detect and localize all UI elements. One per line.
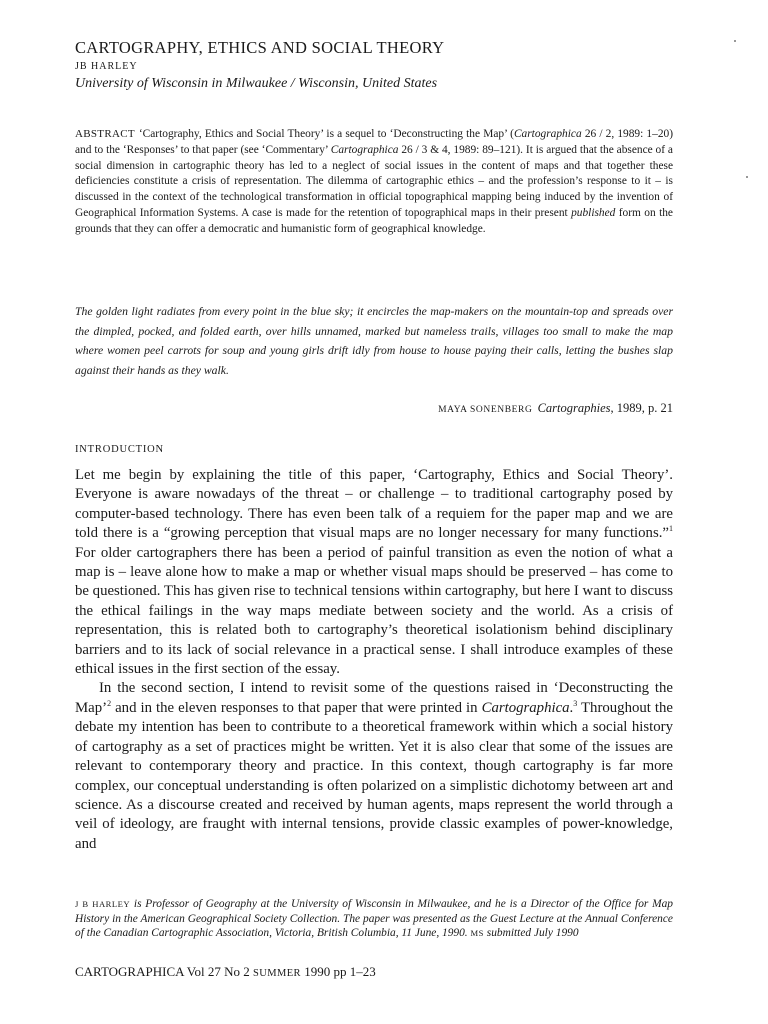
abstract-journal: Cartographica	[330, 143, 399, 156]
footnote-author: J B HARLEY	[75, 899, 131, 909]
footnote-text: is Professor of Geography at the University of Wisconsin in Milwaukee, and he is a Director of the Office for Map History in the American Geographical Society Collection. The paper was presented as the Guest Lecture at the Annual Conference of the Canadian Cartographic Association, Victoria, British Columbia, 11 June, 1990.	[75, 898, 673, 940]
epigraph-author: MAYA SONENBERG	[438, 405, 533, 415]
footnote-ref: 2	[107, 698, 112, 708]
footnote-submitted: submitted July 1990	[483, 927, 579, 940]
abstract-heading: ABSTRACT	[75, 128, 135, 140]
abstract-journal: Cartographica	[513, 128, 582, 140]
abstract-text: 26 / 2, 1989: 1–20) and to the ‘Responses’ to that paper (see ‘Commentary’	[75, 128, 673, 156]
footnote-ref: 3	[573, 698, 578, 708]
author-name: JB HARLEY	[75, 61, 138, 72]
scan-speck	[734, 40, 736, 42]
journal-line	[75, 964, 376, 980]
journal-name: CARTOGRAPHICA Vol 27 No 2	[75, 964, 254, 979]
epigraph-work: Cartographies	[537, 401, 611, 415]
body-text-run: and in the eleven responses to that paper that were printed in	[111, 699, 482, 716]
abstract-text: form on the grounds that they can offer a democratic and humanistic form of geographical knowledge.	[75, 206, 673, 235]
journal-season: SUMMER	[253, 968, 301, 979]
epigraph-citation: , 1989, p. 21	[610, 401, 673, 415]
body-text-run: For older cartographers there has been a period of painful transition as even the notion of what a map is – leave alone how to make a map or whether visual maps should be preserved – has come to be questioned. This has given rise to technical tensions within cartography, but here I want to discuss the ethical failings in the way maps mediate between society and the world. As a crisis of representation, this is related both to cartography’s theoretical isolationism behind disciplinary barriers and to its lack of social relevance in a practical sense. I shall introduce examples of these ethical issues in the first section of the essay.	[75, 544, 673, 678]
section-heading: INTRODUCTION	[75, 444, 164, 455]
abstract	[75, 127, 673, 238]
body-paragraph	[75, 466, 673, 679]
author-footnote	[75, 897, 673, 941]
body-text	[75, 466, 673, 854]
scan-speck	[746, 176, 748, 178]
body-text-run: .	[569, 699, 574, 716]
body-text-run: In the second section, I intend to revisit some of the questions raised in ‘Deconstructing the Map’	[75, 680, 673, 716]
body-text-run: Throughout the debate my intention has been to contribute to a theoretical framework within which a social history of cartography as a set of practices might be written. Yet it is also clear that some of the issues are relevant to contemporary theory and practice. In this context, though cartography is far more complex, our conceptual understanding is often polarized on a simplistic dichotomy between art and science. As a discourse created and received by human agents, maps represent the world through a veil of ideology, are fraught with internal tensions, provide classic examples of power-knowledge, and	[75, 699, 674, 852]
abstract-text: 26 / 3 & 4, 1989: 89–121). It is argued that the absence of a social dimension in cartographic theory has led to a neglect of social issues in the content of maps and that together these deficiencies constitute a crisis of representation. The dilemma of cartographic ethics – and the profession’s response to it – is discussed in the context of the technological transformation in official topographical mapping being induced by the invention of Geographical Information Systems. A case is made for the retention of topographical maps in their present	[75, 143, 673, 219]
epigraph-attribution	[438, 401, 673, 416]
epigraph-quote: The golden light radiates from every point in the blue sky; it encircles the map-makers on the mountain-top and spreads over the dimpled, pocked, and folded earth, over hills unnamed, marked but nameless trails, villages too small to make the map where women peel carrots for soup and young girls drift idly from house to house paying their calls, letting the bushes slap against their hands as they walk.	[75, 305, 673, 377]
author-affiliation: University of Wisconsin in Milwaukee / Wisconsin, United States	[75, 76, 438, 91]
body-journal: Cartographica	[481, 699, 570, 716]
journal-pages: 1990 pp 1–23	[300, 964, 376, 979]
footnote-ref: 1	[669, 524, 673, 534]
body-text-run: Let me begin by explaining the title of this paper, ‘Cartography, Ethics and Social Theory’. Everyone is aware nowadays of the threat – or challenge – to traditional cartography posed by computer-based technology. There has even been talk of a requiem for the paper map and we are told there is a “growing perception that visual maps are no longer necessary for many functions.”	[75, 467, 673, 542]
footnote-ms: MS	[470, 928, 484, 939]
body-paragraph	[75, 679, 673, 854]
abstract-emphasis: published	[571, 206, 616, 219]
paper-title: CARTOGRAPHY, ETHICS AND SOCIAL THEORY	[75, 38, 445, 57]
abstract-text: ‘Cartography, Ethics and Social Theory’ is a sequel to ‘Deconstructing the Map’ (	[138, 128, 514, 140]
